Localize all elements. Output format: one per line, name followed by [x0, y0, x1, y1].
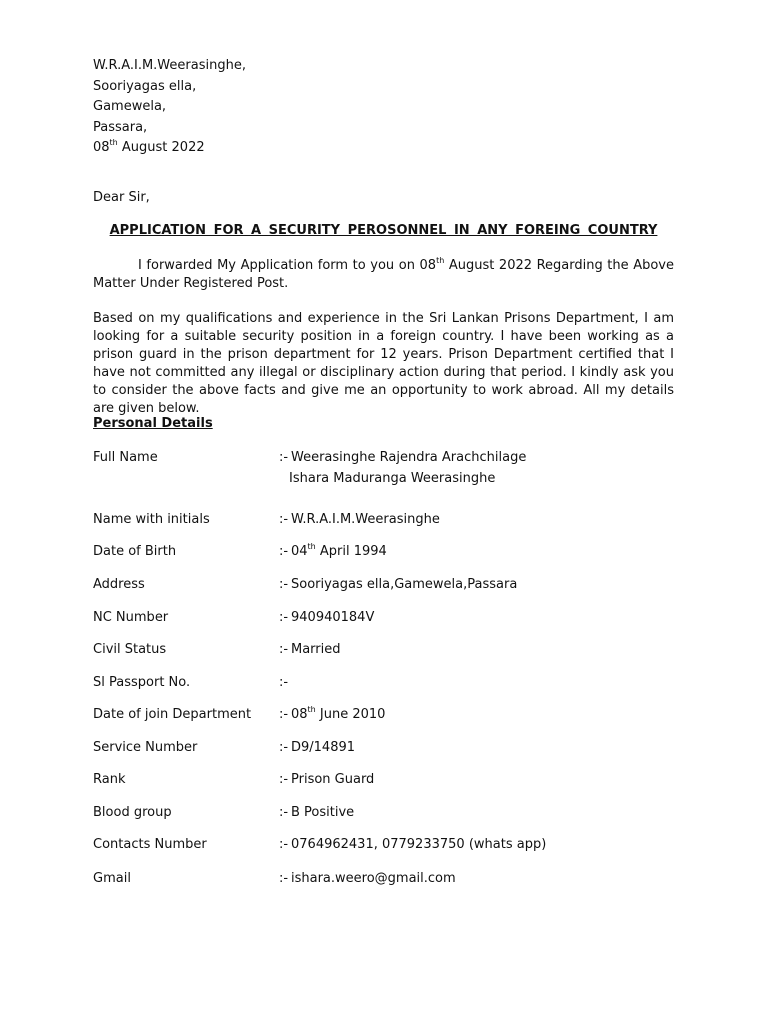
detail-value — [291, 704, 386, 722]
detail-separator: :- — [279, 837, 289, 852]
paragraph-1-part-1: I forwarded My Application form to you on 08 — [138, 258, 437, 273]
detail-value: D9/14891 — [291, 740, 356, 755]
personal-details-title: Personal Details — [93, 416, 213, 431]
detail-separator: :- — [279, 544, 289, 559]
sender-address-line-1: Sooriyagas ella, — [93, 78, 197, 94]
paragraph-1 — [93, 257, 674, 293]
detail-separator: :- — [279, 577, 289, 592]
detail-value-line-2: Ishara Maduranga Weerasinghe — [289, 471, 496, 486]
letter-date-rest: August 2022 — [117, 140, 205, 155]
detail-separator: :- — [279, 805, 289, 820]
salutation: Dear Sir, — [93, 190, 150, 205]
sender-block — [93, 56, 246, 159]
dob-day: 04 — [291, 544, 308, 559]
join-suffix: th — [307, 704, 316, 714]
sender-address-line-3: Passara, — [93, 119, 148, 135]
detail-separator: :- — [279, 642, 289, 657]
detail-value: 0764962431, 0779233750 (whats app) — [291, 837, 547, 852]
paragraph-1-part-2: August 2022 Regarding the Above Matter Under Registered Post. — [93, 258, 674, 291]
detail-separator: :- — [279, 707, 289, 722]
detail-value — [291, 541, 387, 559]
subject-heading: APPLICATION FOR A SECURITY PEROSONNEL IN ANY FOREING COUNTRY — [109, 223, 658, 238]
sender-address-line-2: Gamewela, — [93, 99, 167, 114]
dob-rest: April 1994 — [315, 544, 387, 559]
detail-label: Date of join Department — [93, 707, 252, 722]
dob-suffix: th — [307, 541, 316, 551]
detail-label: Rank — [93, 772, 126, 787]
detail-value: W.R.A.I.M.Weerasinghe — [291, 512, 440, 527]
letter-date-suffix: th — [109, 137, 118, 147]
detail-label: Contacts Number — [93, 837, 207, 852]
detail-label: Gmail — [93, 871, 131, 886]
letter-date — [93, 138, 246, 159]
detail-label: Blood group — [93, 805, 172, 820]
detail-label: Address — [93, 577, 145, 592]
detail-value: Weerasinghe Rajendra Arachchilage — [291, 450, 527, 465]
detail-separator: :- — [279, 450, 289, 465]
detail-separator: :- — [279, 675, 289, 690]
join-day: 08 — [291, 707, 308, 722]
detail-label: Sl Passport No. — [93, 675, 191, 690]
detail-label: Service Number — [93, 740, 198, 755]
detail-separator: :- — [279, 871, 289, 886]
detail-label: Date of Birth — [93, 544, 177, 559]
letter-date-day: 08 — [93, 140, 110, 155]
detail-value: ishara.weero@gmail.com — [291, 871, 456, 886]
paragraph-1-suffix: th — [436, 255, 445, 265]
detail-separator: :- — [279, 512, 289, 527]
detail-label: Name with initials — [93, 512, 210, 527]
detail-separator: :- — [279, 740, 289, 755]
detail-separator: :- — [279, 772, 289, 787]
detail-label: NC Number — [93, 610, 169, 625]
detail-label: Civil Status — [93, 642, 167, 657]
detail-value: 940940184V — [291, 610, 375, 625]
join-rest: June 2010 — [315, 707, 386, 722]
detail-value: Married — [291, 642, 341, 657]
detail-label: Full Name — [93, 450, 158, 465]
sender-name: W.R.A.I.M.Weerasinghe, — [93, 58, 246, 73]
detail-value: Sooriyagas ella,Gamewela,Passara — [291, 577, 518, 592]
detail-value: Prison Guard — [291, 772, 375, 787]
detail-separator: :- — [279, 610, 289, 625]
paragraph-2: Based on my qualifications and experience in the Sri Lankan Prisons Department, I am looking for a suitable security position in a foreign country. I have been working as a prison guard in the prison department for 12 years. Prison Department certified that I have not committed any illegal or disciplinary action during that period. I kindly ask you to consider the above facts and give me an opportunity to work abroad. All my details are given below. — [93, 311, 674, 416]
detail-value: B Positive — [291, 805, 355, 820]
